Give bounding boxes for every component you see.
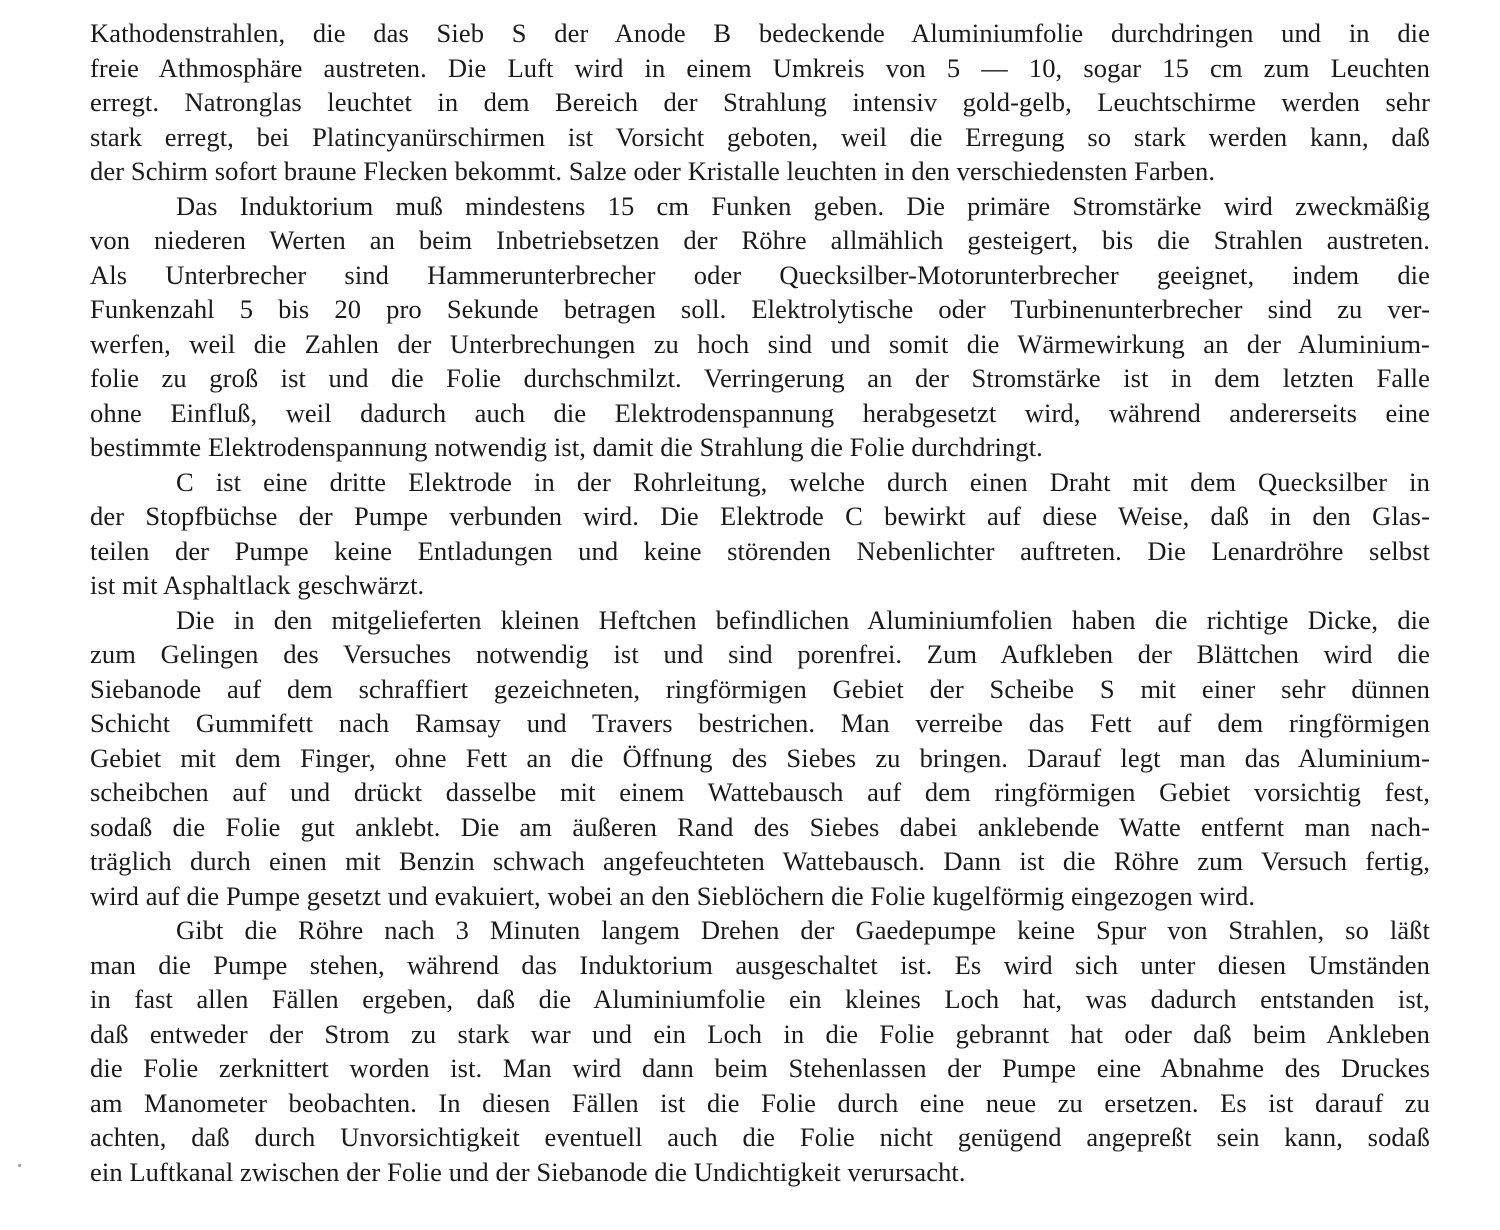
- text-line: werfen, weil die Zahlen der Unterbrechungen zu hoch sind und somit die Wärmewirkung an der Aluminium-: [90, 328, 1430, 359]
- text-line: Siebanode auf dem schraffiert gezeichneten, ringförmigen Gebiet der Scheibe S mit einer sehr dünnen: [90, 673, 1430, 704]
- text-line: folie zu groß ist und die Folie durchschmilzt. Verringerung an der Stromstärke ist in dem letzten Falle: [90, 363, 1430, 393]
- text-line: Als Unterbrecher sind Hammerunterbrecher oder Quecksilber-Motorunterbrecher geeignet, indem die: [90, 259, 1430, 290]
- text-line: sodaß die Folie gut anklebt. Die am äußeren Rand des Siebes dabei anklebende Watte entfernt man nach-: [90, 811, 1430, 842]
- text-line: am Manometer beobachten. In diesen Fällen ist die Folie durch eine neue zu ersetzen. Es ist darauf zu: [90, 1087, 1430, 1118]
- text-line: scheibchen auf und drückt dasselbe mit einem Wattebausch auf dem ringförmigen Gebiet vorsichtig fest,: [90, 777, 1430, 807]
- text-line: der Schirm sofort braune Flecken bekommt. Salze oder Kristalle leuchten in den verschiedensten Farben.: [90, 156, 1216, 186]
- text-line: erregt. Natronglas leuchtet in dem Bereich der Strahlung intensiv gold-gelb, Leuchtschirme werden sehr: [90, 87, 1430, 117]
- text-line: Funkenzahl 5 bis 20 pro Sekunde betragen soll. Elektrolytische oder Turbinenunterbrecher sind zu ver-: [90, 294, 1430, 324]
- text-line: von niederen Werten an beim Inbetriebsetzen der Röhre allmählich gesteigert, bis die Strahlen austreten.: [90, 225, 1430, 255]
- text-line: daß entweder der Strom zu stark war und ein Loch in die Folie gebrannt hat oder daß beim Ankleben: [90, 1018, 1430, 1049]
- text-line: ohne Einfluß, weil dadurch auch die Elektrodenspannung herabgesetzt wird, während andererseits eine: [90, 397, 1430, 428]
- text-line: in fast allen Fällen ergeben, daß die Aluminiumfolie ein kleines Loch hat, was dadurch entstanden ist,: [90, 984, 1430, 1014]
- text-line: zum Gelingen des Versuches notwendig ist und sind porenfrei. Zum Aufkleben der Blättchen wird die: [90, 639, 1430, 669]
- text-line: man die Pumpe stehen, während das Induktorium ausgeschaltet ist. Es wird sich unter diesen Umständen: [90, 949, 1430, 980]
- paragraph-3: [90, 465, 1430, 603]
- document-page: [90, 16, 1430, 1189]
- paragraph-5: [90, 913, 1430, 1189]
- paragraph-1: [90, 16, 1430, 189]
- paragraph-4: [90, 603, 1430, 914]
- text-line: träglich durch einen mit Benzin schwach angefeuchteten Wattebausch. Dann ist die Röhre zum Versuch fertig,: [90, 846, 1430, 876]
- text-line: C ist eine dritte Elektrode in der Rohrleitung, welche durch einen Draht mit dem Quecksilber in: [176, 466, 1430, 497]
- text-line: Gibt die Röhre nach 3 Minuten langem Drehen der Gaedepumpe keine Spur von Strahlen, so läßt: [176, 915, 1430, 945]
- text-line: wird auf die Pumpe gesetzt und evakuiert, wobei an den Sieblöchern die Folie kugelförmig eingezogen wird.: [90, 880, 1256, 911]
- text-line: Gebiet mit dem Finger, ohne Fett an die Öffnung des Siebes zu bringen. Darauf legt man das Aluminium-: [90, 742, 1430, 773]
- text-line: Schicht Gummifett nach Ramsay und Travers bestrichen. Man verreibe das Fett auf dem ringförmigen: [90, 708, 1430, 738]
- paragraph-2: [90, 189, 1430, 465]
- text-line: stark erregt, bei Platincyanürschirmen ist Vorsicht geboten, weil die Erregung so stark werden kann, daß: [90, 121, 1430, 152]
- text-line: Kathodenstrahlen, die das Sieb S der Anode B bedeckende Aluminiumfolie durchdringen und in die: [90, 18, 1430, 48]
- text-line: achten, daß durch Unvorsichtigkeit eventuell auch die Folie nicht genügend angepreßt sein kann, sodaß: [90, 1122, 1430, 1152]
- text-line: bestimmte Elektrodenspannung notwendig ist, damit die Strahlung die Folie durchdringt.: [90, 432, 1043, 462]
- text-line: freie Athmosphäre austreten. Die Luft wird in einem Umkreis von 5 — 10, sogar 15 cm zum Leuchten: [90, 52, 1430, 83]
- text-line: teilen der Pumpe keine Entladungen und keine störenden Nebenlichter auftreten. Die Lenardröhre selbst: [90, 535, 1430, 566]
- scan-speck: [18, 1164, 21, 1167]
- text-line: der Stopfbüchse der Pumpe verbunden wird. Die Elektrode C bewirkt auf diese Weise, daß in den Glas-: [90, 501, 1430, 531]
- text-line: Die in den mitgelieferten kleinen Heftchen befindlichen Aluminiumfolien haben die richtige Dicke, die: [176, 604, 1430, 635]
- text-line: ist mit Asphaltlack geschwärzt.: [90, 570, 425, 600]
- text-line: die Folie zerknittert worden ist. Man wird dann beim Stehenlassen der Pumpe eine Abnahme des Druckes: [90, 1053, 1430, 1083]
- text-line: ein Luftkanal zwischen der Folie und der Siebanode die Undichtigkeit verursacht.: [90, 1156, 966, 1187]
- text-line: Das Induktorium muß mindestens 15 cm Funken geben. Die primäre Stromstärke wird zweckmäßig: [176, 190, 1430, 221]
